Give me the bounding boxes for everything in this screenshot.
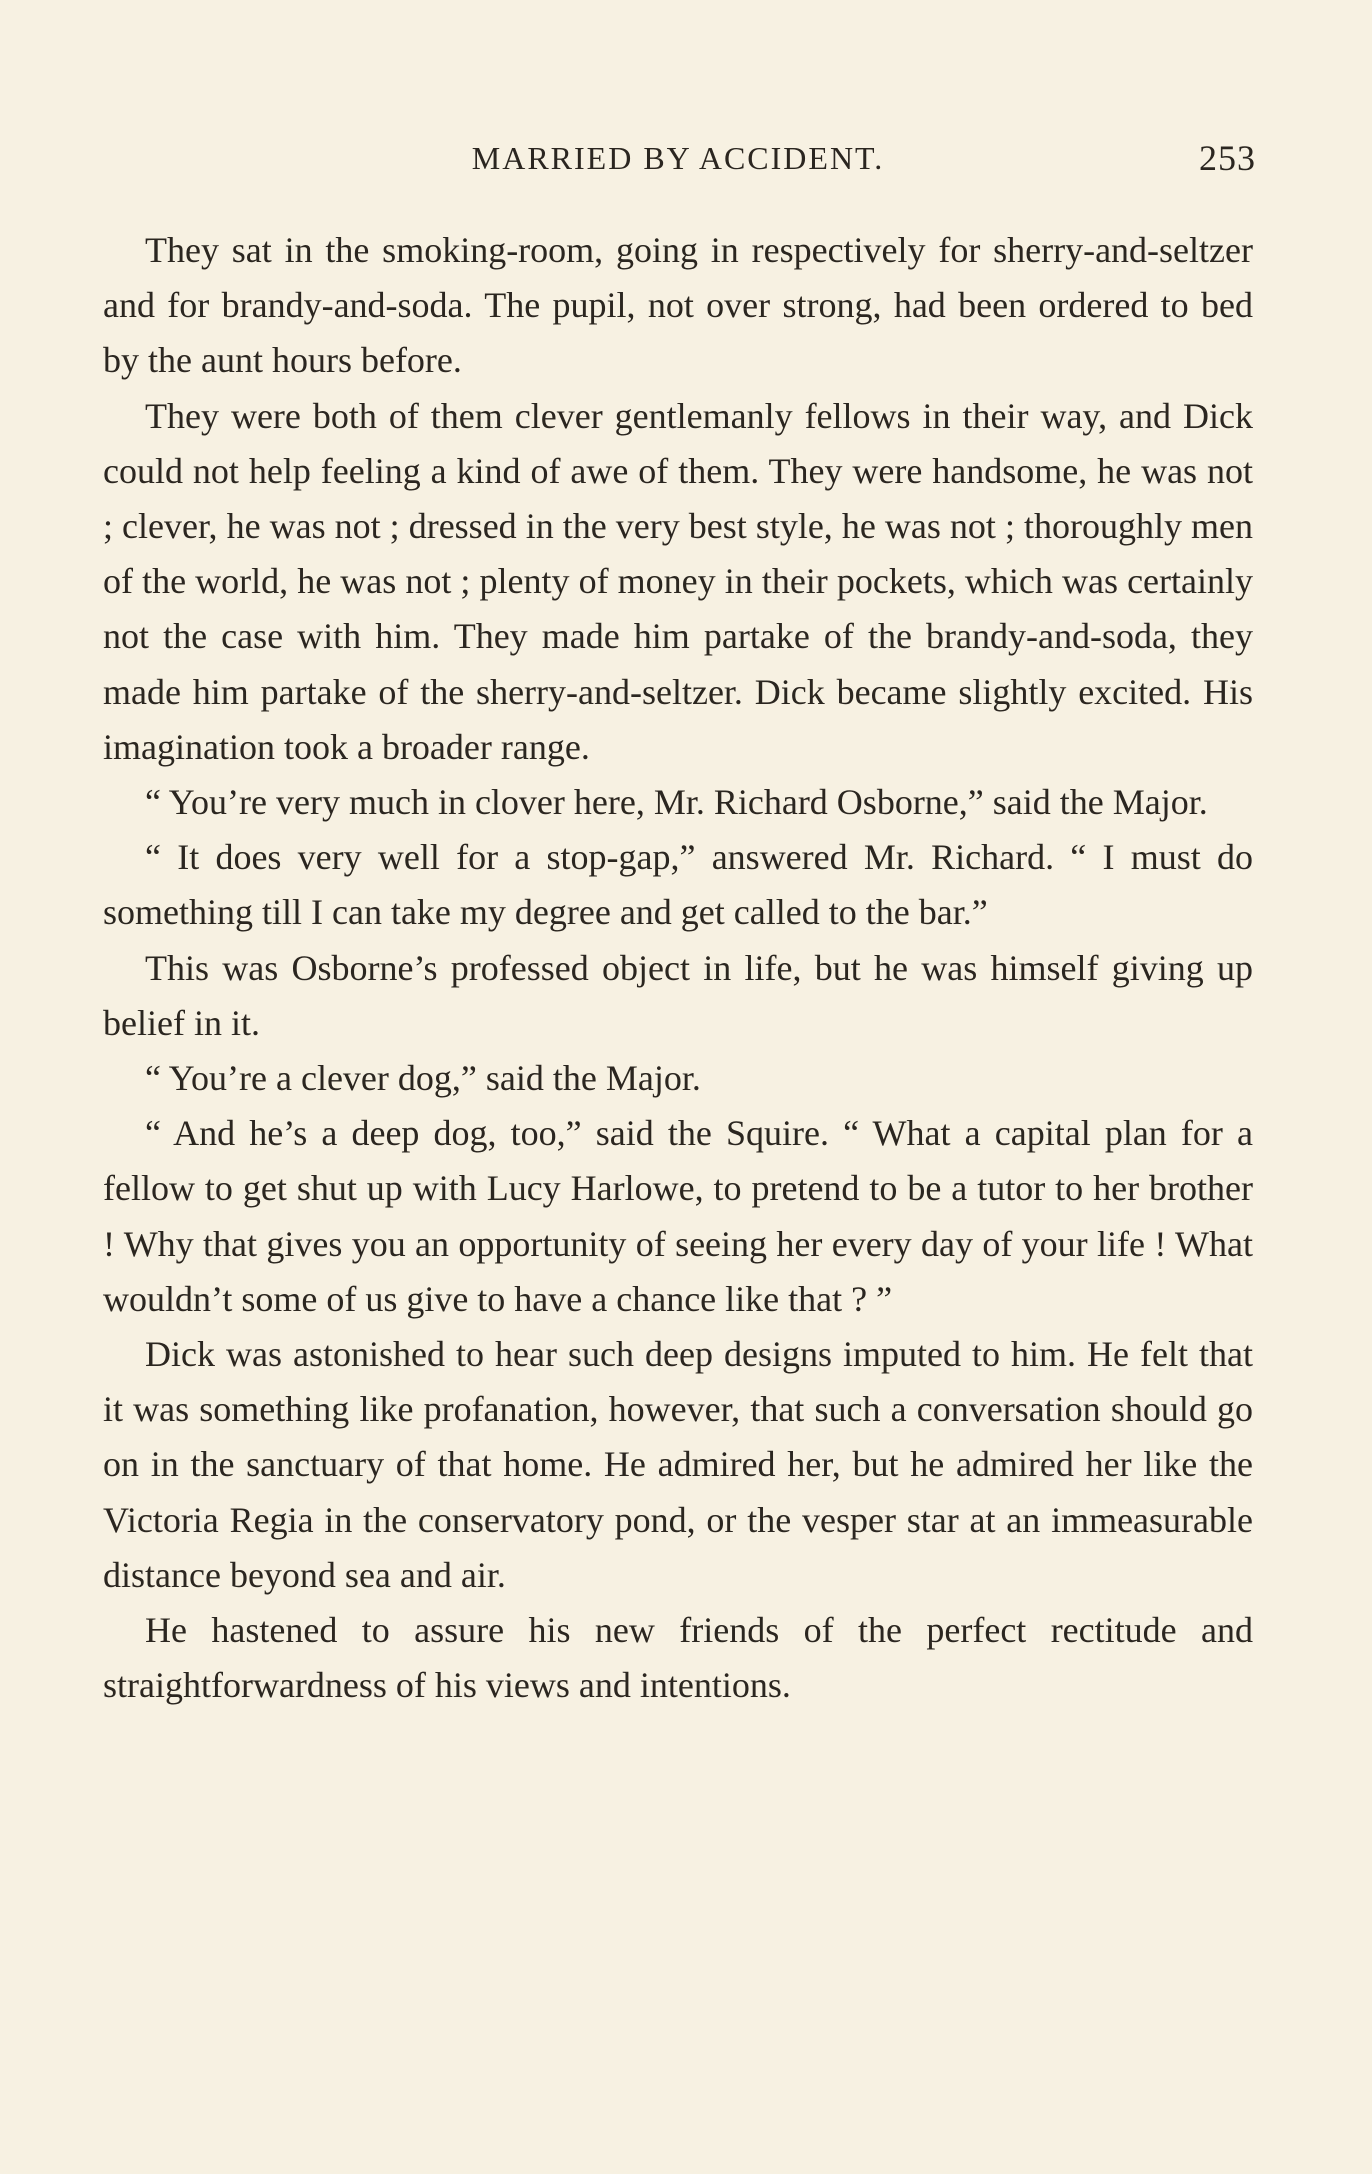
running-title: MARRIED BY ACCIDENT. bbox=[471, 140, 885, 176]
body-text bbox=[103, 223, 1253, 1713]
paragraph: They sat in the smoking-room, going in respectively for sherry-and-seltzer and for brandy-and-soda. The pupil, not over strong, had been ordered to bed by the aunt hours before. bbox=[103, 230, 1253, 381]
paragraph: This was Osborne’s professed object in life, but he was himself giving up belief in it. bbox=[103, 947, 1253, 1043]
page-number: 253 bbox=[1199, 138, 1256, 178]
paragraph: They were both of them clever gentlemanly fellows in their way, and Dick could not help feeling a kind of awe of them. They were handsome, he was not ; clever, he was not ; dressed in the very best style, he was not ; thoroughly men of the world, he was not ; plenty of money in their pockets, which was certainly not the case with him. They made him partake of the brandy-and-soda, they made him partake of the sherry-and-seltzer. Dick became slightly excited. His imagination took a broader range. bbox=[103, 395, 1253, 767]
paragraph: Dick was astonished to hear such deep designs imputed to him. He felt that it was something like profanation, however, that such a conversation should go on in the sanctuary of that home. He admired her, but he admired her like the Victoria Regia in the conservatory pond, or the vesper star at an immeasurable distance beyond sea and air. bbox=[103, 1334, 1253, 1595]
paragraph: “ You’re very much in clover here, Mr. Richard Osborne,” said the Major. bbox=[145, 782, 1208, 823]
paragraph: “ It does very well for a stop-gap,” answered Mr. Richard. “ I must do something till I can take my degree and get called to the bar.” bbox=[103, 837, 1253, 933]
running-header bbox=[100, 133, 1256, 183]
paragraph: He hastened to assure his new friends of the perfect rectitude and straightforwardness of his views and intentions. bbox=[103, 1610, 1253, 1706]
paragraph: “ You’re a clever dog,” said the Major. bbox=[145, 1058, 701, 1099]
paragraph: “ And he’s a deep dog, too,” said the Squire. “ What a capital plan for a fellow to get shut up with Lucy Harlowe, to pretend to be a tutor to her brother ! Why that gives you an opportunity of seeing her every day of your life ! What wouldn’t some of us give to have a chance like that ? ” bbox=[103, 1113, 1253, 1319]
